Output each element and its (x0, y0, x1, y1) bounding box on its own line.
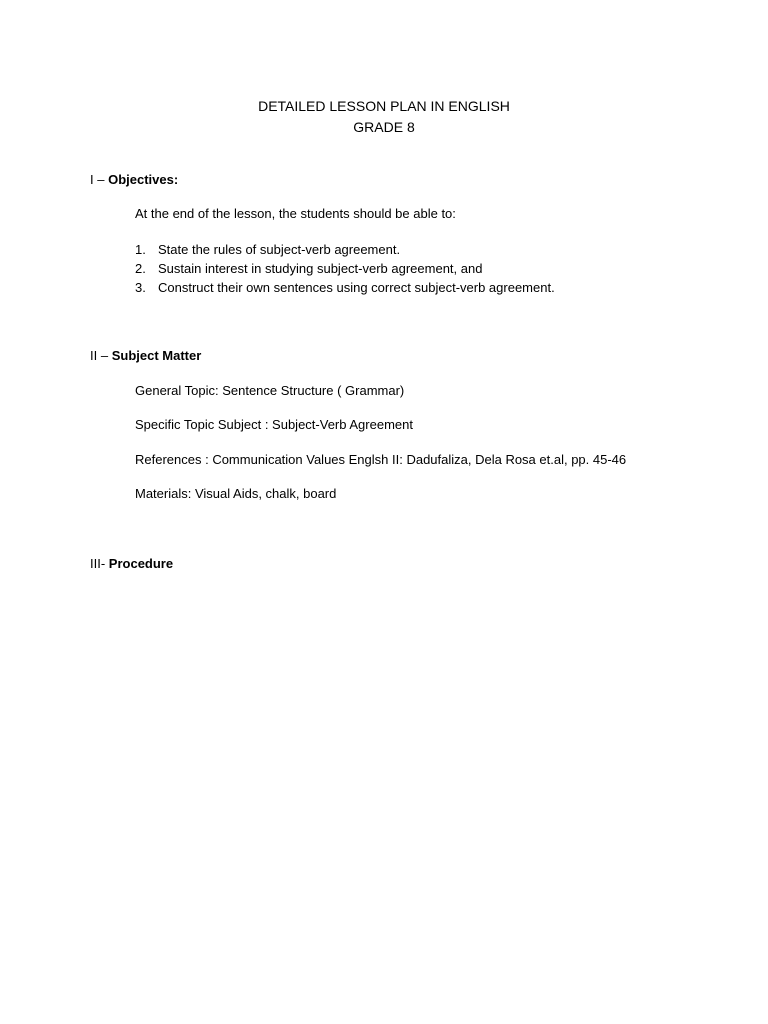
document-title: DETAILED LESSON PLAN IN ENGLISH (258, 98, 510, 114)
title-block (0, 96, 768, 138)
objectives-label: Objectives: (108, 172, 179, 187)
objectives-list (135, 240, 555, 297)
list-item (135, 259, 555, 278)
objectives-heading (90, 172, 178, 187)
procedure-numeral: III- (90, 556, 106, 571)
subject-matter-numeral: II – (90, 348, 109, 363)
document-subtitle: GRADE 8 (353, 119, 415, 135)
list-item-text: State the rules of subject-verb agreement. (158, 242, 401, 257)
materials: Materials: Visual Aids, chalk, board (135, 486, 337, 501)
procedure-heading (90, 556, 173, 571)
subject-matter-label: Subject Matter (111, 348, 202, 363)
procedure-label: Procedure (108, 556, 174, 571)
list-item-number: 3. (135, 280, 146, 295)
list-item-number: 2. (135, 261, 146, 276)
objectives-numeral: I – (90, 172, 105, 187)
list-item (135, 240, 555, 259)
specific-topic: Specific Topic Subject : Subject-Verb Agreement (135, 417, 413, 432)
objectives-intro: At the end of the lesson, the students should be able to: (135, 206, 456, 221)
list-item-text: Sustain interest in studying subject-verb agreement, and (158, 261, 483, 276)
list-item (135, 278, 555, 297)
list-item-text: Construct their own sentences using correct subject-verb agreement. (158, 280, 555, 295)
references: References : Communication Values Englsh II: Dadufaliza, Dela Rosa et.al, pp. 45-46 (135, 452, 627, 467)
general-topic: General Topic: Sentence Structure ( Grammar) (135, 383, 405, 398)
subject-matter-heading (90, 348, 201, 363)
list-item-number: 1. (135, 242, 146, 257)
